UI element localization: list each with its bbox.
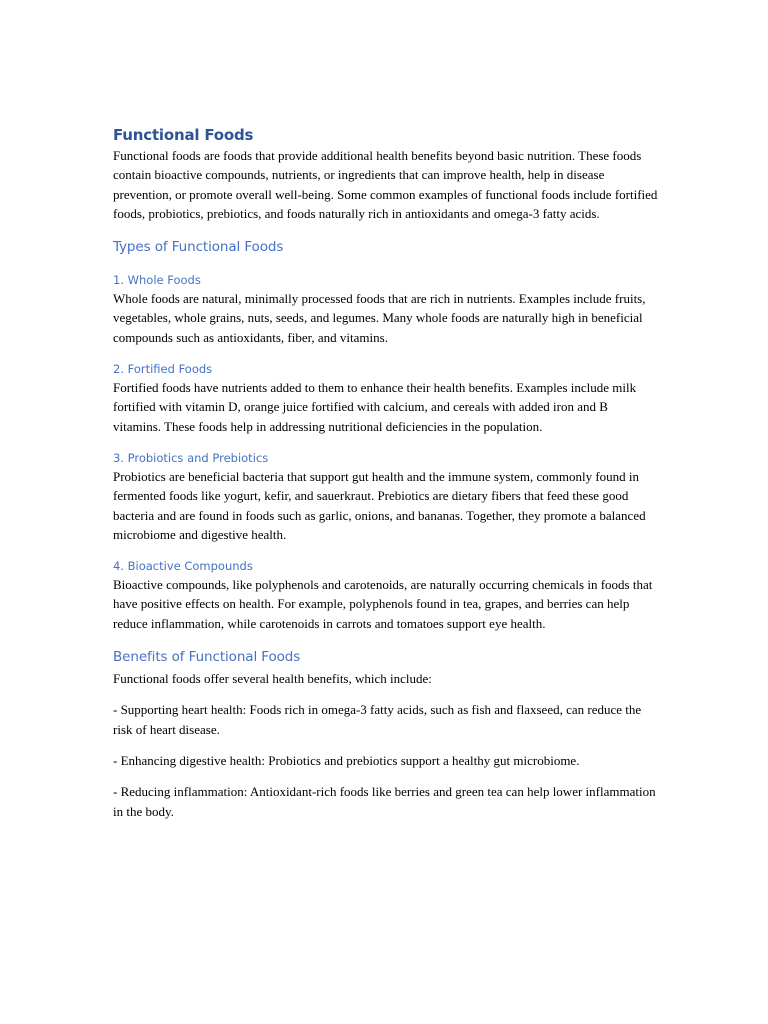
benefit-item: - Enhancing digestive health: Probiotics and prebiotics support a healthy gut microbiome. (113, 752, 580, 768)
benefits-intro: Functional foods offer several health benefits, which include: (113, 671, 432, 687)
type-heading-probiotics-prebiotics: 3. Probiotics and Prebiotics (113, 450, 269, 465)
type-heading-whole-foods: 1. Whole Foods (113, 273, 201, 288)
type-text-bioactive-compounds: Bioactive compounds, like polyphenols and carotenoids, are naturally occurring chemicals in foods that have positive effects on health. For example, polyphenols found in tea, grapes, and berries can help reduce inflammation, while carotenoids in carrots and tomatoes support eye health. (113, 577, 653, 631)
document-content (113, 124, 658, 821)
document-title: Functional Foods (113, 126, 254, 144)
benefit-item: - Supporting heart health: Foods rich in omega-3 fatty acids, such as fish and flaxseed, can reduce the risk of heart disease. (113, 702, 642, 737)
type-text-probiotics-prebiotics: Probiotics are beneficial bacteria that support gut health and the immune system, commonly found in fermented foods like yogurt, kefir, and sauerkraut. Prebiotics are dietary fibers that feed these good bacteria and are found in foods such as garlic, onions, and bananas. Together, they promote a balanced microbiome and digestive health. (113, 468, 646, 542)
types-heading: Types of Functional Foods (113, 239, 284, 256)
type-heading-fortified-foods: 2. Fortified Foods (113, 362, 213, 377)
benefits-heading: Benefits of Functional Foods (113, 649, 301, 666)
type-heading-bioactive-compounds: 4. Bioactive Compounds (113, 559, 253, 574)
type-text-fortified-foods: Fortified foods have nutrients added to them to enhance their health benefits. Examples include milk fortified with vitamin D, orange juice fortified with calcium, and cereals with added iron and B vitamins. These foods help in addressing nutritional deficiencies in the population. (113, 380, 637, 434)
benefit-item: - Reducing inflammation: Antioxidant-rich foods like berries and green tea can help lower inflammation in the body. (113, 784, 656, 819)
intro-paragraph: Functional foods are foods that provide additional health benefits beyond basic nutrition. These foods contain bioactive compounds, nutrients, or ingredients that can improve health, help in disease prevention, or promote overall well-being. Some common examples of functional foods include fortified foods, probiotics, prebiotics, and foods naturally rich in antioxidants and omega-3 fatty acids. (113, 148, 658, 221)
type-text-whole-foods: Whole foods are natural, minimally processed foods that are rich in nutrients. Examples include fruits, vegetables, whole grains, nuts, seeds, and legumes. Many whole foods are naturally high in beneficial compounds such as antioxidants, fiber, and vitamins. (113, 291, 646, 345)
